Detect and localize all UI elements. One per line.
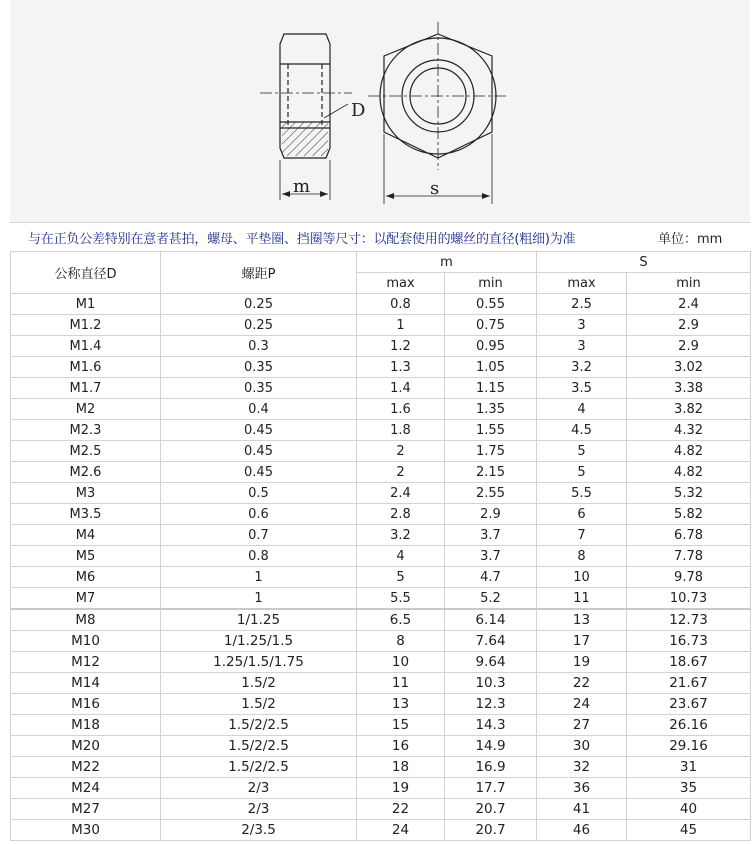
header-s-max: max <box>537 273 627 294</box>
cell-m-max: 6.5 <box>357 609 445 631</box>
cell-s-max: 13 <box>537 609 627 631</box>
cell-m-min: 6.14 <box>445 609 537 631</box>
cell-s-min: 31 <box>627 757 751 778</box>
cell-diameter: M30 <box>11 820 161 841</box>
cell-pitch: 0.45 <box>161 462 357 483</box>
cell-m-max: 11 <box>357 673 445 694</box>
cell-s-max: 4 <box>537 399 627 420</box>
table-row <box>11 820 751 841</box>
cell-m-min: 0.75 <box>445 315 537 336</box>
cell-s-max: 3 <box>537 315 627 336</box>
cell-s-max: 17 <box>537 631 627 652</box>
cell-m-min: 17.7 <box>445 778 537 799</box>
cell-diameter: M22 <box>11 757 161 778</box>
table-body-large <box>11 609 751 841</box>
table-row <box>11 567 751 588</box>
cell-m-max: 13 <box>357 694 445 715</box>
label-s: s <box>430 178 440 199</box>
cell-pitch: 0.5 <box>161 483 357 504</box>
cell-m-min: 2.15 <box>445 462 537 483</box>
cell-diameter: M5 <box>11 546 161 567</box>
cell-m-max: 4 <box>357 546 445 567</box>
cell-m-min: 14.9 <box>445 736 537 757</box>
cell-s-min: 3.38 <box>627 378 751 399</box>
cell-pitch: 2/3.5 <box>161 820 357 841</box>
cell-diameter: M1.4 <box>11 336 161 357</box>
cell-s-min: 45 <box>627 820 751 841</box>
header-m-min: min <box>445 273 537 294</box>
cell-s-max: 2.5 <box>537 294 627 315</box>
cell-s-max: 3.5 <box>537 378 627 399</box>
table-row <box>11 483 751 504</box>
header-pitch: 螺距P <box>161 252 357 294</box>
nut-spec-table <box>10 251 751 841</box>
tolerance-note: 与在正负公差特别在意者甚拍，螺母、平垫圈、挡圈等尺寸：以配套使用的螺丝的直径(粗细)为准 <box>28 232 576 247</box>
cell-s-max: 24 <box>537 694 627 715</box>
cell-s-min: 21.67 <box>627 673 751 694</box>
cell-pitch: 1.5/2/2.5 <box>161 715 357 736</box>
table-row <box>11 357 751 378</box>
table-row <box>11 294 751 315</box>
cell-m-max: 1.6 <box>357 399 445 420</box>
table-row <box>11 378 751 399</box>
cell-s-min: 40 <box>627 799 751 820</box>
cell-m-max: 3.2 <box>357 525 445 546</box>
cell-m-max: 22 <box>357 799 445 820</box>
cell-s-min: 4.82 <box>627 441 751 462</box>
cell-pitch: 1.5/2 <box>161 673 357 694</box>
cell-diameter: M16 <box>11 694 161 715</box>
header-s: S <box>537 252 751 273</box>
cell-m-max: 24 <box>357 820 445 841</box>
cell-m-min: 3.7 <box>445 546 537 567</box>
cell-diameter: M3.5 <box>11 504 161 525</box>
cell-m-min: 3.7 <box>445 525 537 546</box>
cell-pitch: 0.8 <box>161 546 357 567</box>
cell-diameter: M27 <box>11 799 161 820</box>
table-row <box>11 420 751 441</box>
cell-diameter: M10 <box>11 631 161 652</box>
cell-pitch: 1.5/2 <box>161 694 357 715</box>
cell-s-min: 16.73 <box>627 631 751 652</box>
cell-diameter: M14 <box>11 673 161 694</box>
cell-s-max: 4.5 <box>537 420 627 441</box>
table-row <box>11 462 751 483</box>
cell-s-max: 6 <box>537 504 627 525</box>
cell-m-min: 9.64 <box>445 652 537 673</box>
cell-s-min: 5.82 <box>627 504 751 525</box>
cell-pitch: 0.35 <box>161 357 357 378</box>
cell-pitch: 0.3 <box>161 336 357 357</box>
label-d: D <box>351 100 366 121</box>
header-s-min: min <box>627 273 751 294</box>
cell-pitch: 1 <box>161 567 357 588</box>
cell-pitch: 0.45 <box>161 420 357 441</box>
hex-nut-drawing <box>10 0 750 222</box>
cell-s-min: 3.82 <box>627 399 751 420</box>
table-row <box>11 652 751 673</box>
cell-m-min: 1.55 <box>445 420 537 441</box>
cell-m-min: 0.95 <box>445 336 537 357</box>
cell-s-min: 23.67 <box>627 694 751 715</box>
cell-s-max: 5.5 <box>537 483 627 504</box>
cell-diameter: M2 <box>11 399 161 420</box>
cell-m-min: 5.2 <box>445 588 537 610</box>
label-m: m <box>293 176 311 197</box>
cell-m-max: 5.5 <box>357 588 445 610</box>
cell-pitch: 0.35 <box>161 378 357 399</box>
cell-diameter: M1 <box>11 294 161 315</box>
cell-m-max: 19 <box>357 778 445 799</box>
cell-s-min: 2.4 <box>627 294 751 315</box>
cell-pitch: 1.5/2/2.5 <box>161 736 357 757</box>
cell-m-max: 18 <box>357 757 445 778</box>
cell-s-max: 5 <box>537 441 627 462</box>
table-row <box>11 757 751 778</box>
cell-pitch: 1.25/1.5/1.75 <box>161 652 357 673</box>
cell-diameter: M6 <box>11 567 161 588</box>
cell-m-max: 1.3 <box>357 357 445 378</box>
table-row <box>11 736 751 757</box>
table-row <box>11 673 751 694</box>
unit-label: 单位：mm <box>658 232 723 247</box>
cell-s-min: 18.67 <box>627 652 751 673</box>
cell-s-min: 4.82 <box>627 462 751 483</box>
cell-m-max: 1.4 <box>357 378 445 399</box>
cell-pitch: 0.25 <box>161 294 357 315</box>
cell-m-max: 16 <box>357 736 445 757</box>
cell-diameter: M20 <box>11 736 161 757</box>
cell-s-max: 19 <box>537 652 627 673</box>
table-body-small <box>11 294 751 610</box>
cell-m-min: 1.15 <box>445 378 537 399</box>
cell-m-min: 7.64 <box>445 631 537 652</box>
cell-pitch: 1.5/2/2.5 <box>161 757 357 778</box>
cell-pitch: 0.45 <box>161 441 357 462</box>
cell-m-max: 1 <box>357 315 445 336</box>
cell-s-min: 10.73 <box>627 588 751 610</box>
cell-m-min: 20.7 <box>445 820 537 841</box>
table-row <box>11 504 751 525</box>
cell-s-max: 3.2 <box>537 357 627 378</box>
cell-s-max: 41 <box>537 799 627 820</box>
cell-m-max: 10 <box>357 652 445 673</box>
table-row <box>11 799 751 820</box>
cell-s-max: 8 <box>537 546 627 567</box>
cell-m-min: 2.9 <box>445 504 537 525</box>
cell-m-min: 10.3 <box>445 673 537 694</box>
cell-s-min: 29.16 <box>627 736 751 757</box>
cell-diameter: M2.5 <box>11 441 161 462</box>
cell-s-max: 46 <box>537 820 627 841</box>
cell-s-max: 27 <box>537 715 627 736</box>
hex-nut-diagram <box>10 0 750 222</box>
cell-diameter: M12 <box>11 652 161 673</box>
cell-pitch: 0.7 <box>161 525 357 546</box>
cell-s-max: 5 <box>537 462 627 483</box>
cell-m-min: 16.9 <box>445 757 537 778</box>
cell-pitch: 1/1.25 <box>161 609 357 631</box>
cell-s-min: 5.32 <box>627 483 751 504</box>
table-row <box>11 546 751 567</box>
cell-s-max: 22 <box>537 673 627 694</box>
cell-m-max: 1.8 <box>357 420 445 441</box>
table-row <box>11 694 751 715</box>
cell-s-max: 36 <box>537 778 627 799</box>
note-row <box>10 222 750 252</box>
table-row <box>11 441 751 462</box>
cell-s-max: 32 <box>537 757 627 778</box>
cell-diameter: M1.2 <box>11 315 161 336</box>
cell-m-min: 1.35 <box>445 399 537 420</box>
cell-s-min: 35 <box>627 778 751 799</box>
cell-m-max: 2 <box>357 462 445 483</box>
cell-diameter: M3 <box>11 483 161 504</box>
cell-m-max: 1.2 <box>357 336 445 357</box>
cell-pitch: 2/3 <box>161 778 357 799</box>
table-row <box>11 315 751 336</box>
header-nominal-diameter: 公称直径D <box>11 252 161 294</box>
cell-pitch: 2/3 <box>161 799 357 820</box>
cell-m-max: 2 <box>357 441 445 462</box>
cell-m-min: 1.05 <box>445 357 537 378</box>
cell-s-min: 3.02 <box>627 357 751 378</box>
cell-m-min: 4.7 <box>445 567 537 588</box>
table-row <box>11 778 751 799</box>
cell-m-min: 2.55 <box>445 483 537 504</box>
header-m: m <box>357 252 537 273</box>
cell-s-min: 6.78 <box>627 525 751 546</box>
cell-pitch: 0.4 <box>161 399 357 420</box>
cell-diameter: M2.3 <box>11 420 161 441</box>
table-row <box>11 399 751 420</box>
cell-s-max: 7 <box>537 525 627 546</box>
table-row <box>11 715 751 736</box>
cell-s-max: 10 <box>537 567 627 588</box>
header-m-max: max <box>357 273 445 294</box>
cell-pitch: 1 <box>161 588 357 610</box>
cell-diameter: M1.6 <box>11 357 161 378</box>
cell-diameter: M18 <box>11 715 161 736</box>
cell-m-max: 5 <box>357 567 445 588</box>
cell-m-min: 14.3 <box>445 715 537 736</box>
cell-m-max: 2.4 <box>357 483 445 504</box>
cell-diameter: M2.6 <box>11 462 161 483</box>
cell-diameter: M24 <box>11 778 161 799</box>
cell-pitch: 0.25 <box>161 315 357 336</box>
cell-m-min: 20.7 <box>445 799 537 820</box>
table-row <box>11 609 751 631</box>
cell-m-max: 8 <box>357 631 445 652</box>
cell-m-min: 1.75 <box>445 441 537 462</box>
cell-m-max: 2.8 <box>357 504 445 525</box>
cell-diameter: M7 <box>11 588 161 610</box>
cell-m-max: 15 <box>357 715 445 736</box>
cell-s-max: 30 <box>537 736 627 757</box>
cell-diameter: M1.7 <box>11 378 161 399</box>
cell-s-min: 2.9 <box>627 336 751 357</box>
table-row <box>11 631 751 652</box>
cell-m-max: 0.8 <box>357 294 445 315</box>
cell-diameter: M4 <box>11 525 161 546</box>
cell-pitch: 0.6 <box>161 504 357 525</box>
cell-s-max: 11 <box>537 588 627 610</box>
table-row <box>11 588 751 610</box>
cell-s-min: 26.16 <box>627 715 751 736</box>
cell-m-min: 0.55 <box>445 294 537 315</box>
nut-front-view <box>368 22 508 204</box>
cell-pitch: 1/1.25/1.5 <box>161 631 357 652</box>
cell-s-min: 12.73 <box>627 609 751 631</box>
cell-diameter: M8 <box>11 609 161 631</box>
cell-s-min: 2.9 <box>627 315 751 336</box>
cell-s-max: 3 <box>537 336 627 357</box>
cell-s-min: 7.78 <box>627 546 751 567</box>
cell-m-min: 12.3 <box>445 694 537 715</box>
cell-s-min: 4.32 <box>627 420 751 441</box>
table-row <box>11 525 751 546</box>
table-row <box>11 336 751 357</box>
cell-s-min: 9.78 <box>627 567 751 588</box>
